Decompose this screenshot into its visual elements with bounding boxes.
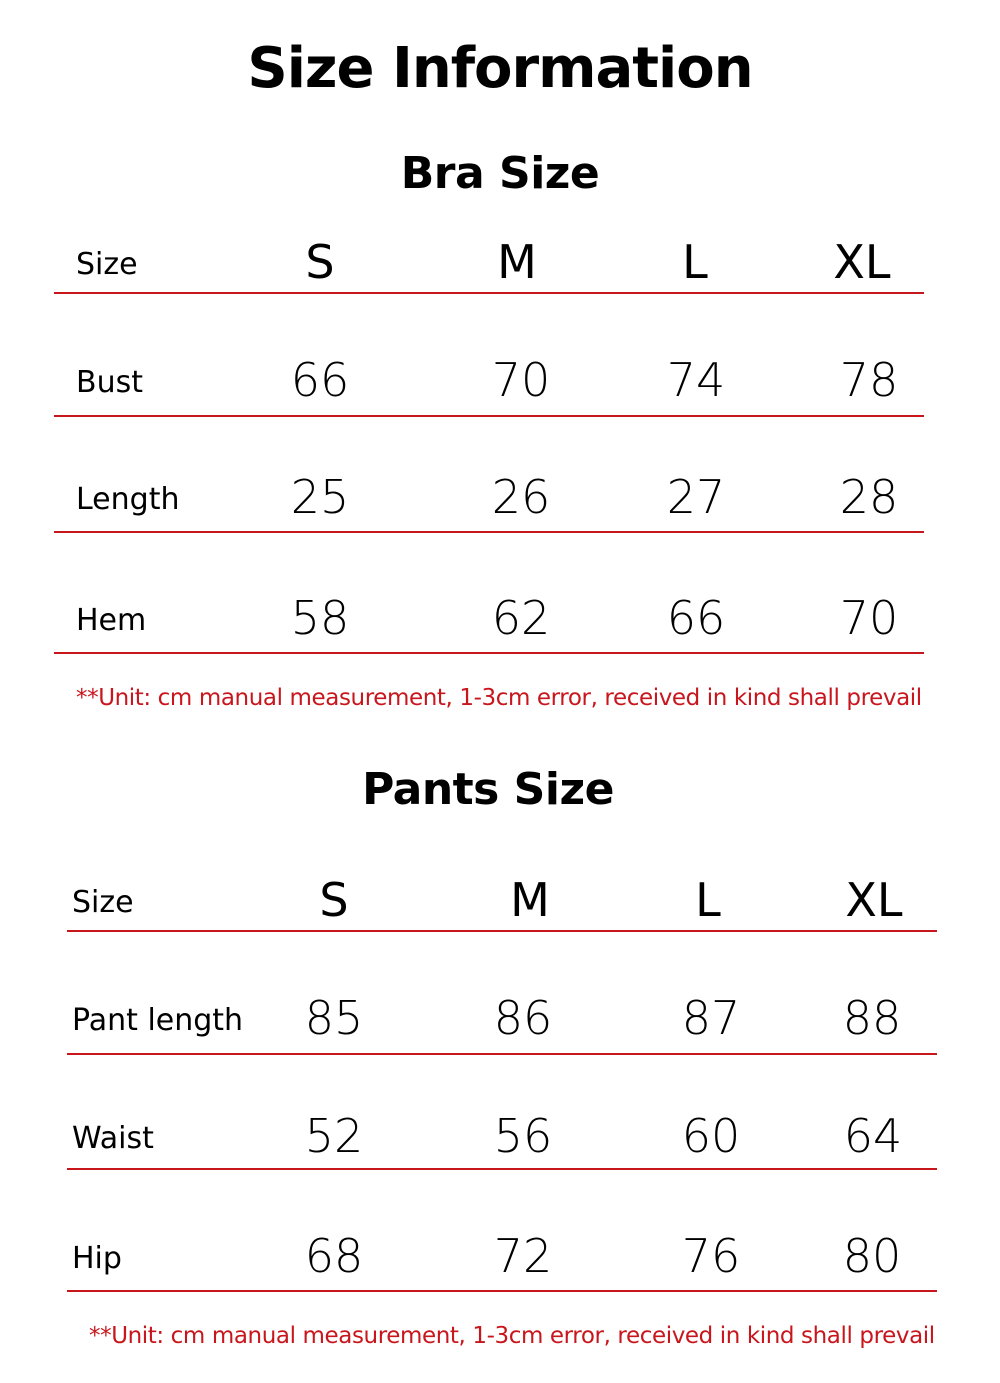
size-header-label: Size: [72, 885, 134, 920]
size-xl-header: XL: [833, 235, 891, 289]
cell-value: 88: [842, 991, 902, 1045]
cell-value: 64: [843, 1109, 903, 1163]
row-label: Pant length: [72, 1003, 244, 1038]
table-divider: [67, 1168, 937, 1170]
cell-value: 74: [666, 353, 726, 407]
size-l-header: L: [695, 873, 721, 927]
row-label: Hip: [72, 1241, 122, 1276]
cell-value: 76: [681, 1229, 741, 1283]
cell-value: 78: [839, 353, 899, 407]
cell-value: 26: [491, 470, 551, 524]
cell-value: 28: [839, 470, 899, 524]
size-s-header: S: [305, 235, 335, 289]
cell-value: 60: [681, 1109, 741, 1163]
cell-value: 72: [493, 1229, 553, 1283]
cell-value: 52: [304, 1109, 364, 1163]
size-m-header: M: [497, 235, 537, 289]
size-xl-header: XL: [845, 873, 903, 927]
cell-value: 27: [666, 470, 726, 524]
cell-value: 62: [491, 591, 551, 645]
table-divider: [54, 415, 924, 417]
cell-value: 85: [304, 991, 364, 1045]
unit-note: **Unit: cm manual measurement, 1-3cm error, received in kind shall prevail: [76, 685, 922, 711]
pants-section-title: Pants Size: [362, 764, 614, 815]
row-label: Waist: [72, 1121, 154, 1156]
size-header-label: Size: [76, 247, 138, 282]
cell-value: 66: [290, 353, 350, 407]
page-title: Size Information: [247, 36, 753, 101]
cell-value: 58: [290, 591, 350, 645]
size-m-header: M: [510, 873, 550, 927]
table-divider: [54, 292, 924, 294]
size-s-header: S: [319, 873, 349, 927]
table-divider: [54, 652, 924, 654]
row-label: Bust: [76, 365, 143, 400]
table-divider: [67, 1053, 937, 1055]
cell-value: 56: [493, 1109, 553, 1163]
table-divider: [54, 531, 924, 533]
table-divider: [67, 1290, 937, 1292]
cell-value: 70: [491, 353, 551, 407]
cell-value: 70: [839, 591, 899, 645]
bra-section-title: Bra Size: [400, 148, 600, 199]
cell-value: 87: [681, 991, 741, 1045]
row-label: Length: [76, 482, 180, 517]
table-divider: [67, 930, 937, 932]
cell-value: 66: [666, 591, 726, 645]
cell-value: 80: [842, 1229, 902, 1283]
cell-value: 86: [493, 991, 553, 1045]
size-l-header: L: [682, 235, 708, 289]
cell-value: 25: [290, 470, 350, 524]
row-label: Hem: [76, 603, 147, 638]
unit-note: **Unit: cm manual measurement, 1-3cm error, received in kind shall prevail: [89, 1323, 935, 1349]
cell-value: 68: [304, 1229, 364, 1283]
